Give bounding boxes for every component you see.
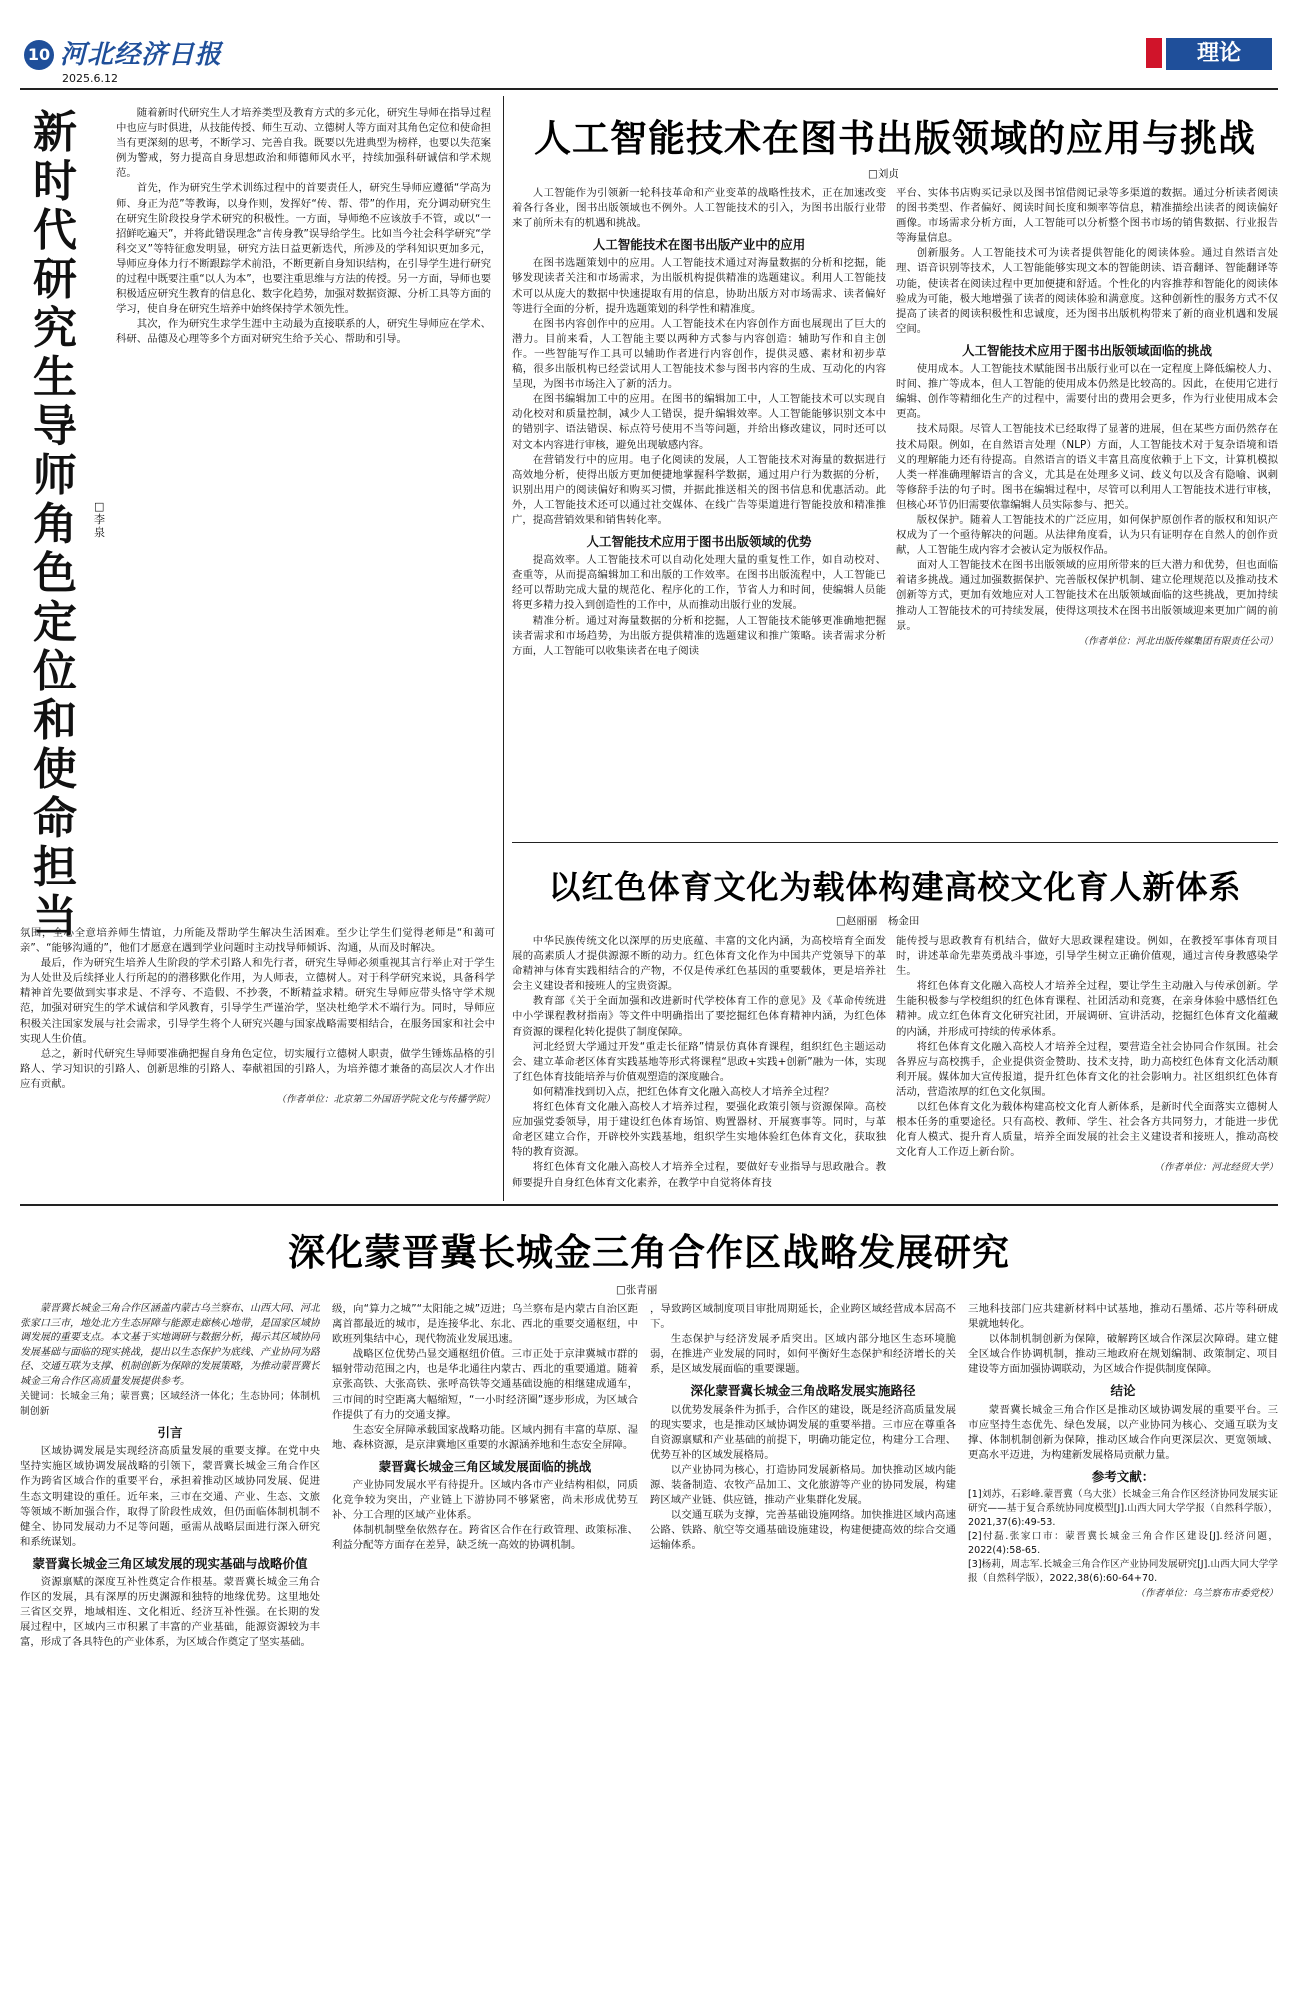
article1-right-divider bbox=[503, 96, 504, 1201]
article4-keywords: 关键词：长城金三角；蒙晋冀；区域经济一体化；生态协同；体制机制创新 bbox=[20, 1391, 320, 1418]
article4-byline: □张青丽 bbox=[616, 1284, 658, 1296]
article4-col1: 蒙晋冀长城金三角合作区涵盖内蒙古乌兰察布、山西大同、河北张家口三市，地处北方生态屏障与能源走廊核心地带，是国家区域协调发展的重要支点。本文基于实地调研与数据分析，揭示其区域协同发展基础与面临的现实挑战，提出以生态保护为底线、产业协同为路径、交通互联为支撑、机制创新为保障的发展策略，为推动蒙晋冀长城金三角合作区高质量发展提供参考。 关键词：长城金三角；蒙晋冀；区域经济一体化；生态协同；体制机制创新 引言 区域协调发展是实现经济高质量发展的重要支撑。在党中央坚持实施区域协调发展战略的引领下，蒙晋冀长城金三角合作区作为跨省区域合作的重要平台，承担着推动区域协同发展、促进生态文明建设的重任。近年来，三市在交通、产业、生态、文旅等领域不断加强合作，取得了阶段性成效，但仍面临体制机制不健全、协同发展动力不足等问题，亟需从战略层面进行深入研究和系统谋划。 蒙晋冀长城金三角区域发展的现实基础与战略价值 资源禀赋的深度互补性奠定合作根基。蒙晋冀长城金三角合作区的发展，具有深厚的历史渊源和独特的地缘优势。这里地处三省区交界，地域相连、文化相近、经济互补性强。在长期的发展过程中，区域内三市积累了丰富的产业基础，能源资源较为丰富，形成了各具特色的产业体系，为区域合作奠定了坚实基础。 bbox=[20, 1303, 320, 1649]
article4-col4: 三地科技部门应共建新材料中试基地，推动石墨烯、芯片等科研成果就地转化。 以体制机制创新为保障，破解跨区域合作深层次障碍。建立健全区域合作协调机制，推动三地政府在规划编制、政策制定、项目建设等方面加强协调联动，为区域合作提供制度保障。 结论 蒙晋冀长城金三角合作区是推动区域协调发展的重要平台。三市应坚持生态优先、绿色发展，以产业协同为核心、交通互联为支撑、体制机制创新为保障，推动区域合作向更深层次、更宽领域、更高水平迈进，为构建新发展格局贡献力量。 参考文献： [1]刘苏，石彩峰.蒙晋冀（乌大张）长城金三角合作区经济协同发展实证研究——基于复合系统协同度模型[J].山西大同大学学报（自然科学版），2021,37(6):49-53. [2]付磊.张家口市：蒙晋冀长城金三角合作区建设[J].经济问题，2022(4):58-65. [3]杨莉，周志军.长城金三角合作区产业协同发展研究[J].山西大同大学学报（自然科学版），2022,38(6):60-64+70. （作者单位：乌兰察布市委党校） bbox=[968, 1302, 1278, 1992]
section-label: 理论 bbox=[1166, 38, 1272, 70]
article1-title: 新时代研究生导师角色定位和使命担当 bbox=[33, 107, 77, 942]
article3-col2: 能传授与思政教育有机结合，做好大思政课程建设。例如，在教授军事体育项目时，讲述革命先辈英勇战斗事迹，引导学生树立正确价值观，通过言传身教感染学生。 将红色体育文化融入高校人才培养全过程，要让学生主动融入与传承创新。学生能积极参与学校组织的红色体育课程、社团活动和竞赛，在亲身体验中感悟红色精神。成立红色体育文化研究社团，开展调研、宣讲活动，挖掘红色体育文化蕴藏的内涵，并形成可持续的传承体系。 将红色体育文化融入高校人才培养全过程，要营造全社会协同合作氛围。社会各界应与高校携手，企业提供资金赞助、技术支持，助力高校红色体育文化活动顺利开展。媒体加大宣传报道，提升红色体育文化的社会影响力。社区组织红色体育活动，营造浓厚的红色文化氛围。 以红色体育文化为载体构建高校文化育人新体系，是新时代全面落实立德树人根本任务的重要途径。只有高校、教师、学生、社会各方共同努力，才能进一步优化育人模式、提升育人质量，培养全面发展的社会主义建设者和接班人，推动高校文化育人工作迈上新台阶。 （作者单位：河北经贸大学） bbox=[896, 934, 1278, 1196]
article3-org: （作者单位：河北经贸大学） bbox=[1154, 1162, 1278, 1174]
article2-byline: □刘贞 bbox=[868, 168, 899, 180]
article2-bottom-rule bbox=[512, 842, 1278, 843]
issue-date: 2025.6.12 bbox=[62, 72, 118, 85]
article2-col1: 人工智能作为引领新一轮科技革命和产业变革的战略性技术，正在加速改变着各行各业，图书出版领域也不例外。人工智能技术的引入，为图书出版行业带来了前所未有的机遇和挑战。 人工智能技术在图书出版产业中的应用 在图书选题策划中的应用。人工智能技术通过对海量数据的分析和挖掘，能够发现读者关注和市场需求，为出版机构提供精准的选题建议。利用人工智能技术可以从庞大的数据中快速提取有用的信息，协助出版方对市场需求、读者偏好等进行全面的分析，提升选题策划的科学性和精准度。 在图书内容创作中的应用。人工智能技术在内容创作方面也展现出了巨大的潜力。目前来看，人工智能主要以两种方式参与内容创造：辅助写作和自主创作。一些智能写作工具可以辅助作者进行内容创作，提供灵感、素材和初步草稿，很多出版机构已经尝试用人工智能技术参与图书内容的生成、互动化的内容呈现，为图书市场注入了新的活力。 在图书编辑加工中的应用。在图书的编辑加工中，人工智能技术可以实现自动化校对和质量控制，减少人工错误，提升编辑效率。人工智能能够识别文本中的错别字、语法错误、标点符号使用不当等问题，并给出修改建议，同时还可以对文本内容进行审核，避免出现敏感内容。 在营销发行中的应用。电子化阅读的发展，人工智能技术对海量的数据进行高效地分析，使得出版方更加便捷地掌握科学数据，通过用户行为数据的分析，识别出用户的阅读偏好和购买习惯，并据此推送相关的图书信息和优惠活动。此外，人工智能技术还可以通过社交媒体、在线广告等渠道进行智能投放和精准推广，提高营销效果和销售转化率。 人工智能技术应用于图书出版领域的优势 提高效率。人工智能技术可以自动化处理大量的重复性工作，如自动校对、查重等，从而提高编辑加工和出版的工作效率。在图书出版流程中，人工智能已经可以帮助完成大量的规范化、程序化的工作，节省人力和时间，使编辑人员能将更多精力投入到创造性的工作中，从而推动出版行业的发展。 精准分析。通过对海量数据的分析和挖掘，人工智能技术能够更准确地把握读者需求和市场趋势，为出版方提供精准的选题建议和推广策略。读者需求分析方面，人工智能可以收集读者在电子阅读 bbox=[512, 187, 886, 657]
article4-conclusion-head: 结论 bbox=[1110, 1383, 1136, 1399]
article2-subhead2: 人工智能技术应用于图书出版领域的优势 bbox=[586, 534, 812, 550]
section-flag-icon bbox=[1146, 38, 1162, 68]
article2-col2: 平台、实体书店购买记录以及图书馆借阅记录等多渠道的数据。通过分析读者阅读的图书类型、作者偏好、阅读时间长度和频率等信息，精准描绘出读者的阅读偏好画像。市场需求分析方面，人工智能可以分析整个图书市场的销售数据、行业报告等海量信息。 创新服务。人工智能技术可为读者提供智能化的阅读体验。通过自然语言处理、语音识别等技术，人工智能能够实现文本的智能朗读、语音翻译、智能翻译等功能，使读者在阅读过程中更加便捷和舒适。个性化的内容推荐和智能化的阅读体验成为可能，极大地增强了读者的阅读体验和满意度。这种创新性的服务方式不仅提高了读者的阅读积极性和忠诚度，还为图书出版机构带来了新的商业机遇和发展空间。 人工智能技术应用于图书出版领域面临的挑战 使用成本。人工智能技术赋能图书出版行业可以在一定程度上降低编校人力、时间、推广等成本，但人工智能的使用成本仍然是比较高的。因此，在使用它进行编辑、创作等精细化生产的过程中，需要付出的费用会更多，作为行业使用成本会更高。 技术局限。尽管人工智能技术已经取得了显著的进展，但在某些方面仍然存在技术局限。例如，在自然语言处理（NLP）方面，人工智能技术对于复杂语境和语义的理解能力还有待提高。自然语言的语义丰富且高度依赖于上下文，计算机模拟人类一样准确理解语言的含义，尤其是在处理多义词、歧义句以及含有隐喻、讽刺等修辞手法的句子时。图书在编辑过程中，尽管可以利用人工智能技术进行审核，但核心环节仍旧需要依靠编辑人员实际参与、把关。 版权保护。随着人工智能技术的广泛应用，如何保护原创作者的版权和知识产权成为了一个亟待解决的问题。从法律角度看，认为只有证明存在自然人的创作贡献，人工智能生成内容才会被认定为版权作品。 面对人工智能技术在图书出版领域的应用所带来的巨大潜力和优势，但也面临着诸多挑战。通过加强数据保护、完善版权保护机制、建立伦理规范以及推动技术创新等方式，更加有效地应对人工智能技术在出版领域面临的这些挑战，更加持续推动人工智能技术的可持续发展，使得这项技术在图书出版领域迎来更加广阔的前景。 （作者单位：河北出版传媒集团有限责任公司） bbox=[896, 186, 1278, 834]
article4-col2: 级，向“算力之城”“太阳能之城”迈进；乌兰察布是内蒙古自治区距离首都最近的城市，是连接华北、东北、西北的重要交通枢纽，中欧班列集结中心，现代物流业发展迅速。 战略区位优势凸显交通枢纽价值。三市正处于京津冀城市群的辐射带动范围之内，也是华北通往内蒙古、西北的重要通道。随着京张高铁、大张高铁、张呼高铁等交通基础设施的相继建成通车，三市间的时空距离大幅缩短，“一小时经济圈”逐步形成，为区域合作提供了有力的交通支撑。 生态安全屏障承载国家战略功能。区域内拥有丰富的草原、湿地、森林资源，是京津冀地区重要的水源涵养地和生态安全屏障。 蒙晋冀长城金三角区域发展面临的挑战 产业协同发展水平有待提升。区域内各市产业结构相似，同质化竞争较为突出，产业链上下游协同不够紧密，尚未形成优势互补、分工合理的区域产业体系。 体制机制壁垒依然存在。跨省区合作在行政管理、政策标准、利益分配等方面存在差异，缺乏统一高效的协调机制。 bbox=[332, 1303, 638, 1552]
article4-intro-head: 引言 bbox=[157, 1425, 183, 1441]
page-number-badge: 10 bbox=[24, 40, 54, 70]
article1-col1: 随着新时代研究生人才培养类型及教育方式的多元化，研究生导师在指导过程中也应与时俱进，从技能传授、师生互动、立德树人等方面对其角色定位和使命担当有更深刻的思考，不断学习、完善自我。既要以先进典型为榜样，也要以失范案例为警戒，努力提高自身思想政治和师德师风水平，持续加强科研诚信和学术规范。 首先，作为研究生学术训练过程中的首要责任人，研究生导师应遵循“学高为师、身正为范”等教诲，以身作则，发挥好“传、帮、带”的作用，充分调动研究生在研究生阶段投身学术研究的积极性。一方面，导师绝不应该放手不管，或以“一招鲜吃遍天”，并将此错误理念“言传身教”误导给学生。比如当今社会科学研究“学科交叉”等特征愈发明显，研究方法日益更新迭代，所涉及的学科知识更加多元，导师应身体力行不断跟踪学术前沿，不断更新自身知识结构，在引导学生进行研究的过程中既要注重“以人为本”，也要注重思维与方法的传授。另一方面，导师也要积极适应研究生教育的信息化、数字化趋势，加强对数据资源、分析工具等方面的学习，使自身在研究生培养中始终保持学术领先性。 其次，作为研究生求学生涯中主动最为直接联系的人，研究生导师应在学术、科研、品德及心理等多个方面对研究生给予关心、帮助和引导。 bbox=[116, 107, 491, 346]
article2-org: （作者单位：河北出版传媒集团有限责任公司） bbox=[1078, 635, 1278, 647]
article3-byline: □赵丽丽 杨金田 bbox=[836, 915, 920, 927]
article2-subhead3: 人工智能技术应用于图书出版领域面临的挑战 bbox=[961, 342, 1212, 358]
article4-col3: ，导致跨区域制度项目审批周期延长，企业跨区域经营成本居高不下。 生态保护与经济发展矛盾突出。区域内部分地区生态环境脆弱，在推进产业发展的同时，如何平衡好生态保护和经济增长的关系，是区域发展面临的重要课题。 深化蒙晋冀长城金三角战略发展实施路径 以优势发展条件为抓手，合作区的建设，既是经济高质量发展的现实要求，也是推动区域协调发展的重要举措。三市应在尊重各自资源禀赋和产业基础的前提下，明确功能定位，构建分工合理、优势互补的区域发展格局。 以产业协同为核心，打造协同发展新格局。加快推动区域内能源、装备制造、农牧产品加工、文化旅游等产业的协同发展，构建跨区域产业链、供应链，推动产业集群化发展。 以交通互联为支撑，完善基础设施网络。加快推进区域内高速公路、铁路、航空等交通基础设施建设，构建便捷高效的综合交通运输体系。 bbox=[650, 1303, 956, 1552]
article3-title: 以红色体育文化为载体构建高校文化育人新体系 bbox=[548, 868, 1242, 906]
article4-subhead3: 深化蒙晋冀长城金三角战略发展实施路径 bbox=[690, 1383, 916, 1399]
article4-abstract: 蒙晋冀长城金三角合作区涵盖内蒙古乌兰察布、山西大同、河北张家口三市，地处北方生态屏障与能源走廊核心地带，是国家区域协调发展的重要支点。本文基于实地调研与数据分析，揭示其区域协同发展基础与面临的现实挑战，提出以生态保护为底线、产业协同为路径、交通互联为支撑、机制创新为保障的发展策略，为推动蒙晋冀长城金三角合作区高质量发展提供参考。 bbox=[20, 1303, 320, 1387]
newspaper-logo: 河北经济日报 bbox=[60, 40, 223, 70]
article1-org: （作者单位：北京第二外国语学院文化与传播学院） bbox=[276, 1094, 495, 1106]
article4-subhead2: 蒙晋冀长城金三角区域发展面临的挑战 bbox=[378, 1458, 592, 1474]
article3-col1: 中华民族传统文化以深厚的历史底蕴、丰富的文化内涵，为高校培育全面发展的高素质人才提供源源不断的动力。红色体育文化作为中国共产党领导下的革命精神与体育实践相结合的产物，不仅是传承红色基因的重要载体，更是培养社会主义建设者和接班人的宝贵资源。 教育部《关于全面加强和改进新时代学校体育工作的意见》及《革命传统进中小学课程教材指南》等文件中明确指出了要挖掘红色体育精神内涵，为红色体育资源的课程化转化提供了制度保障。 河北经贸大学通过开发“重走长征路”情景仿真体育课程，组织红色主题运动会、建立革命老区体育实践基地等形式将课程“思政+实践+创新”融为一体，实现了红色体育技能培养与价值观塑造的深度融合。 如何精准找到切入点，把红色体育文化融入高校人才培养全过程？ 将红色体育文化融入高校人才培养过程，要强化政策引领与资源保障。高校应加强党委领导，用于建设红色体育场馆、购置器材、开展赛事等。同时，与革命老区建立合作，开辟校外实践基地，组织学生实地体验红色体育文化，获取独特的教育资源。 将红色体育文化融入高校人才培养全过程，要做好专业指导与思政融合。教师要提升自身红色体育文化素养，在教学中自觉将体育技 bbox=[512, 935, 886, 1189]
article2-subhead1: 人工智能技术在图书出版产业中的应用 bbox=[592, 237, 806, 253]
masthead-rule bbox=[20, 88, 1278, 90]
article4-refs-head: 参考文献： bbox=[1091, 1468, 1155, 1484]
section-divider bbox=[20, 1204, 1278, 1206]
article4-org: （作者单位：乌兰察布市委党校） bbox=[1135, 1588, 1278, 1600]
article1-byline: □李泉 bbox=[94, 500, 105, 539]
article2-title: 人工智能技术在图书出版领域的应用与挑战 bbox=[534, 117, 1256, 160]
article1-full-width: 氛围，全心全意培养师生情谊，力所能及帮助学生解决生活困难。至少让学生们觉得老师是“和蔼可亲”、“能够沟通的”，他们才愿意在遇到学业问题时主动找导师倾诉、沟通，从而及时解决。 最后，作为研究生培养人生阶段的学术引路人和先行者，研究生导师必须重视其言行举止对于学生为人处世及后续择业人行所起的的潜移默化作用，为人师表，立德树人。对于科学研究来说，具备科学精神首先要做到实事求是、不浮夸、不造假、不抄袭，不断精益求精。研究生导师应带头恪守学术规范，加强对研究生的学术诚信和学风教育，引导学生严谨治学，坚决杜绝学术不端行为。同时，导师应积极关注国家发展与社会需求，引导学生将个人研究兴趣与国家战略需要相结合，在服务国家和社会中实现人生价值。 总之，新时代研究生导师要准确把握自身角色定位，切实履行立德树人职责，做学生锤炼品格的引路人、学习知识的引路人、创新思维的引路人、奉献祖国的引路人，为培养德才兼备的高层次人才作出应有贡献。 （作者单位：北京第二外国语学院文化与传播学院） bbox=[20, 926, 495, 1198]
article4-subhead1: 蒙晋冀长城金三角区域发展的现实基础与战略价值 bbox=[32, 1555, 308, 1571]
article4-title: 深化蒙晋冀长城金三角合作区战略发展研究 bbox=[288, 1231, 1010, 1274]
